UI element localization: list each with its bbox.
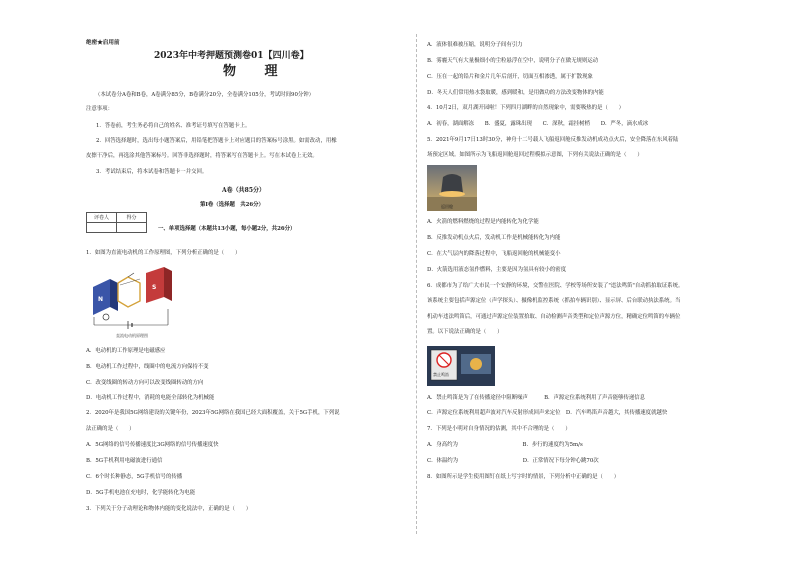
option-line: B．电动机工作过程中，线圈中的电流方向保持不变 [86,364,209,370]
svg-text:N: N [98,296,104,303]
question-type: 一、单项选择题（本题共13小题，每小题2分，共26分） [158,226,296,232]
question-line: 5．2021年9月17日13时30分，神舟十二号载人飞船返回舱反推发动机成功点火后，安全降落在东风着陆 [427,137,679,143]
option-line: D．火箭选用液态氢作燃料，主要是因为氢具有较小的密度 [427,267,567,273]
option-line: D．冬天人们常用热水袋取暖，感到暖和，是用做功的方法改变物体的内能 [427,90,604,96]
option-line: A．电动机的工作原理是电磁感应 [86,348,166,354]
question-line: 6．成都市为了给广大市民一个安静的环境，交警在医院、学校等场所安装了"违法鸣笛"自动抓拍取证系统。 [427,283,684,289]
coil [118,277,140,307]
question-line: 8．如图所示是学生使用图钉在纸上写字时的情景，下列分析中正确的是（ ） [427,474,620,480]
option-line: B．反推发动机点火后，发动机工作是机械能转化为内能 [427,235,561,241]
option-line: C．6个时长种静态，5G手机信号的传播 [86,474,183,480]
option-line: C．体温约为 D．正常情况下每分钟心跳70次 [427,458,599,464]
option-line: A．身高约为 B．步行的速度约为5m/s [427,442,583,448]
option-line: A．5G网络的信号传播速度比3G网络的信号传播速度快 [86,442,219,448]
notice-line: 皮擦干净后，再选涂其他答案标号。回答非选择题时，将答案写在答题卡上。写在本试卷上无效。 [86,153,318,159]
question-line: 7．下列是小明对自身情况的估测，其中不合理的是（ ） [427,426,571,432]
question-line: 机动车违法鸣笛后，可通过声源定位装置拾取、自动检测声音类型和定位声源方位，精确定位鸣笛的车辆位 [427,314,681,320]
motor-diagram-figure [88,265,178,340]
motor-figure-caption: 直流电动机原理图 [116,333,148,338]
option-line: A．火箭的燃料燃烧的过程是内能转化为化学能 [427,219,539,225]
subject-title: 物 理 [223,64,290,79]
section-a-title: A卷（共85分） [222,187,266,194]
option-line: C．压在一起的铅片和金片几年后剖开，切面互相渗透，属于扩散现象 [427,74,593,80]
option-line: D．5G手机电池在充电时，化学能转化为电能 [86,490,196,496]
option-line: B．雾霾天气有大量极细小的尘粒悬浮在空中，说明分子在做无规则运动 [427,58,599,64]
svg-text:S: S [152,284,157,291]
question-line: 置。以下说法正确的是（ ） [427,329,503,335]
score-table [86,212,147,233]
question-line: 3．下列关于分子动理论和物体内能的变化说法中，正确的是（ ） [86,506,252,512]
exam-info: （本试卷分A卷和B卷，A卷满分85分，B卷满分20分，全卷满分105分，考试时间90分钟） [95,92,315,98]
part1-title: 第Ⅰ卷（选择题 共26分） [200,202,264,208]
score-label: 得分 [117,213,147,223]
option-line: D．电动机工作过程中，消耗的电能全部转化为机械能 [86,395,215,401]
capsule-caption: 返回舱 [441,204,453,209]
capsule-body [441,174,463,193]
score-cell [117,223,147,233]
option-line: A．初春，湖面解冻 B．盛夏，露珠出现 C．深秋，霜挂树梢 D．严冬，滴水成冰 [427,121,649,127]
no-honking-photo [427,346,495,386]
option-line: B．5G手机利用电磁波进行通信 [86,458,163,464]
sign-caption: 禁止鸣笛 [433,372,449,377]
secret-label: 绝密★启用前 [86,40,120,46]
notice-line: 1．答卷前，考生务必将自己的姓名、准考证号填写在答题卡上。 [96,123,251,129]
question-line: 场预定区域。如图所示为飞船返回舱返回过程模拟示意图，下列有关说法正确的是（ ） [427,152,643,158]
notice-line: 2．回答选择题时，选出每小题答案后，用铅笔把答题卡上对应题目的答案标号涂黑。如需改动，用橡 [96,138,337,144]
option-line: A．液体很难被压缩，说明分子间有引力 [427,42,523,48]
notice-title: 注意事项： [86,106,113,112]
question-line: 法正确的是（ ） [86,426,135,432]
grader-cell [87,223,117,233]
question-line: 1．如图为直流电动机的工作原理图，下列分析正确的是（ ） [86,250,241,256]
column-divider [416,34,417,534]
option-line: C．改变线圈的转动方向可以改变线圈转动的方向 [86,380,204,386]
grader-label: 评卷人 [87,213,117,223]
question-line: 该系统主要包括声源定位（声学探头）、摄像机监控系统（抓拍车辆识别）、显示屏、后台联动执法系统。当 [427,298,681,304]
option-line: C．声源定位系统利用超声波对汽车反射形成回声来定位 D．汽车鸣笛声音越大，其传播速度就越快 [427,410,668,416]
option-line: C．在大气层内的降落过程中，飞船返回舱的机械能变小 [427,251,561,257]
capsule-photo [427,165,477,211]
page-title: 2023年中考押题预测卷01【四川卷】 [154,51,309,61]
question-line: 4．10月2日，双月湖开园啦！下列四月湖畔的自然现象中，需要吸热的是（ ） [427,105,625,111]
option-line: A．禁止鸣笛是为了在传播途径中阻断噪声 B．声源定位系统利用了声音能够传递信息 [427,395,646,401]
notice-line: 3．考试结束后，将本试卷和答题卡一并交回。 [96,169,208,175]
question-line: 2．2020年是我国5G网络建设的关键年份，2023年5G网络在我国已经大面积覆盖，关于5G手机，下列说 [86,410,340,416]
